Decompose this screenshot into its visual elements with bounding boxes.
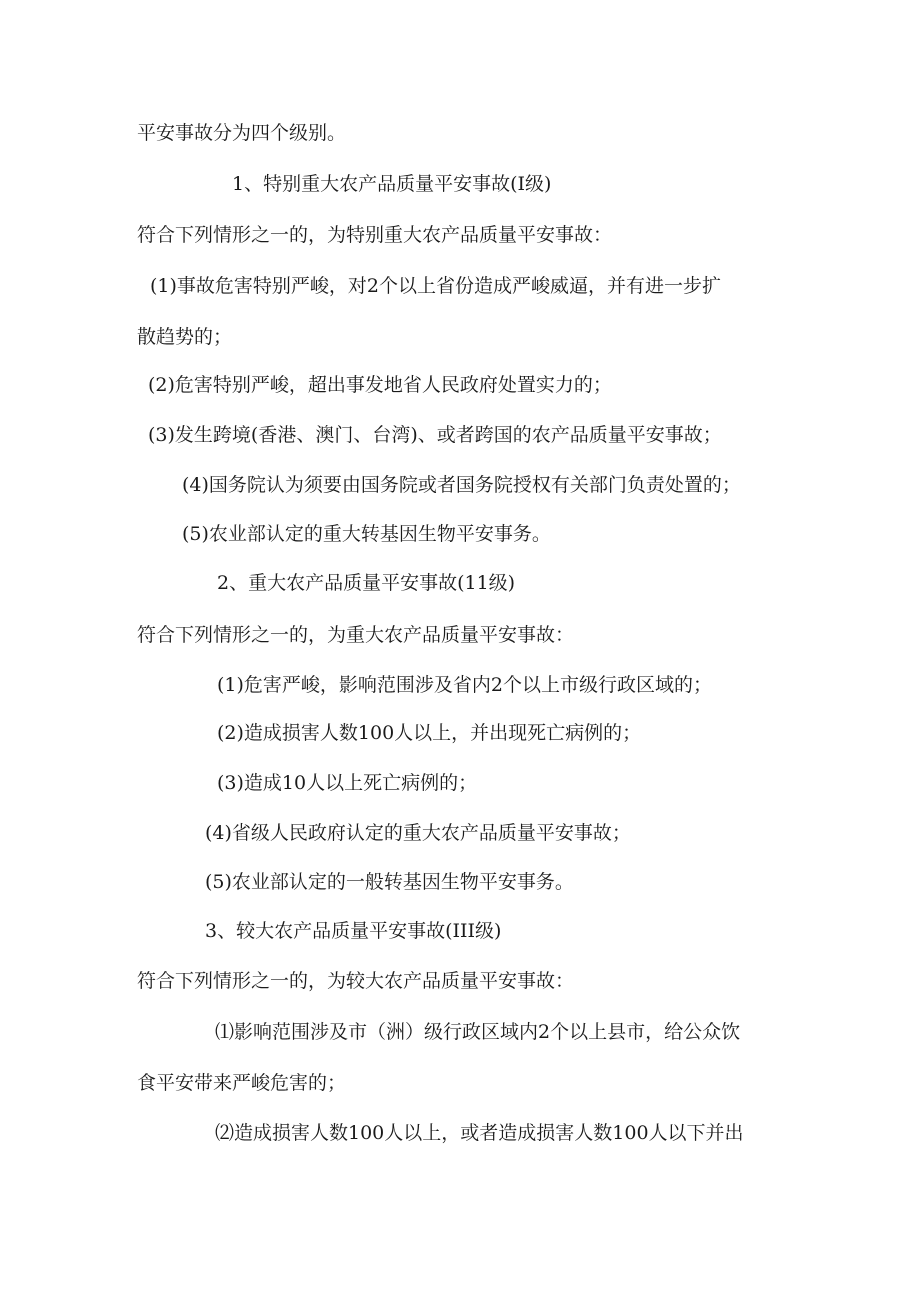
text-line: 符合下列情形之一的，为较大农产品质量平安事故：: [137, 970, 575, 992]
list-item: (4)国务院认为须要由国务院或者国务院授权有关部门负责处置的；: [182, 474, 741, 496]
list-item: (3)造成10人以上死亡病例的；: [217, 772, 478, 794]
text-line: 平安事故分为四个级别。: [137, 122, 347, 144]
list-item: (1)事故危害特别严峻，对2个以上省份造成严峻威逼，并有进一步扩: [150, 275, 722, 297]
list-item: (5)农业部认定的重大转基因生物平安事务。: [182, 523, 551, 545]
list-item: ⑴影响范围涉及市（洲）级行政区域内2个以上县市，给公众饮: [215, 1021, 741, 1043]
list-item: (2)造成损害人数100人以上，并出现死亡病例的；: [217, 722, 642, 744]
list-item: (5)农业部认定的一般转基因生物平安事务。: [205, 871, 574, 893]
text-line: 符合下列情形之一的，为重大农产品质量平安事故：: [137, 624, 575, 646]
text-line: 符合下列情形之一的，为特别重大农产品质量平安事故：: [137, 224, 613, 246]
list-item: ⑵造成损害人数100人以上，或者造成损害人数100人以下并出: [215, 1122, 744, 1144]
text-line: 散趋势的；: [137, 326, 233, 348]
list-item: (4)省级人民政府认定的重大农产品质量平安事故；: [205, 822, 631, 844]
section-heading: 1、特别重大农产品质量平安事故(I级): [232, 173, 552, 195]
list-item: (2)危害特别严峻，超出事发地省人民政府处置实力的；: [148, 374, 612, 396]
list-item: (3)发生跨境(香港、澳门、台湾)、或者跨国的农产品质量平安事故；: [148, 424, 722, 446]
section-heading: 2、重大农产品质量平安事故(11级): [217, 572, 516, 594]
list-item: (1)危害严峻，影响范围涉及省内2个以上市级行政区域的；: [217, 674, 713, 696]
text-line: 食平安带来严峻危害的；: [137, 1072, 347, 1094]
section-heading: 3、较大农产品质量平安事故(III级): [205, 920, 502, 942]
